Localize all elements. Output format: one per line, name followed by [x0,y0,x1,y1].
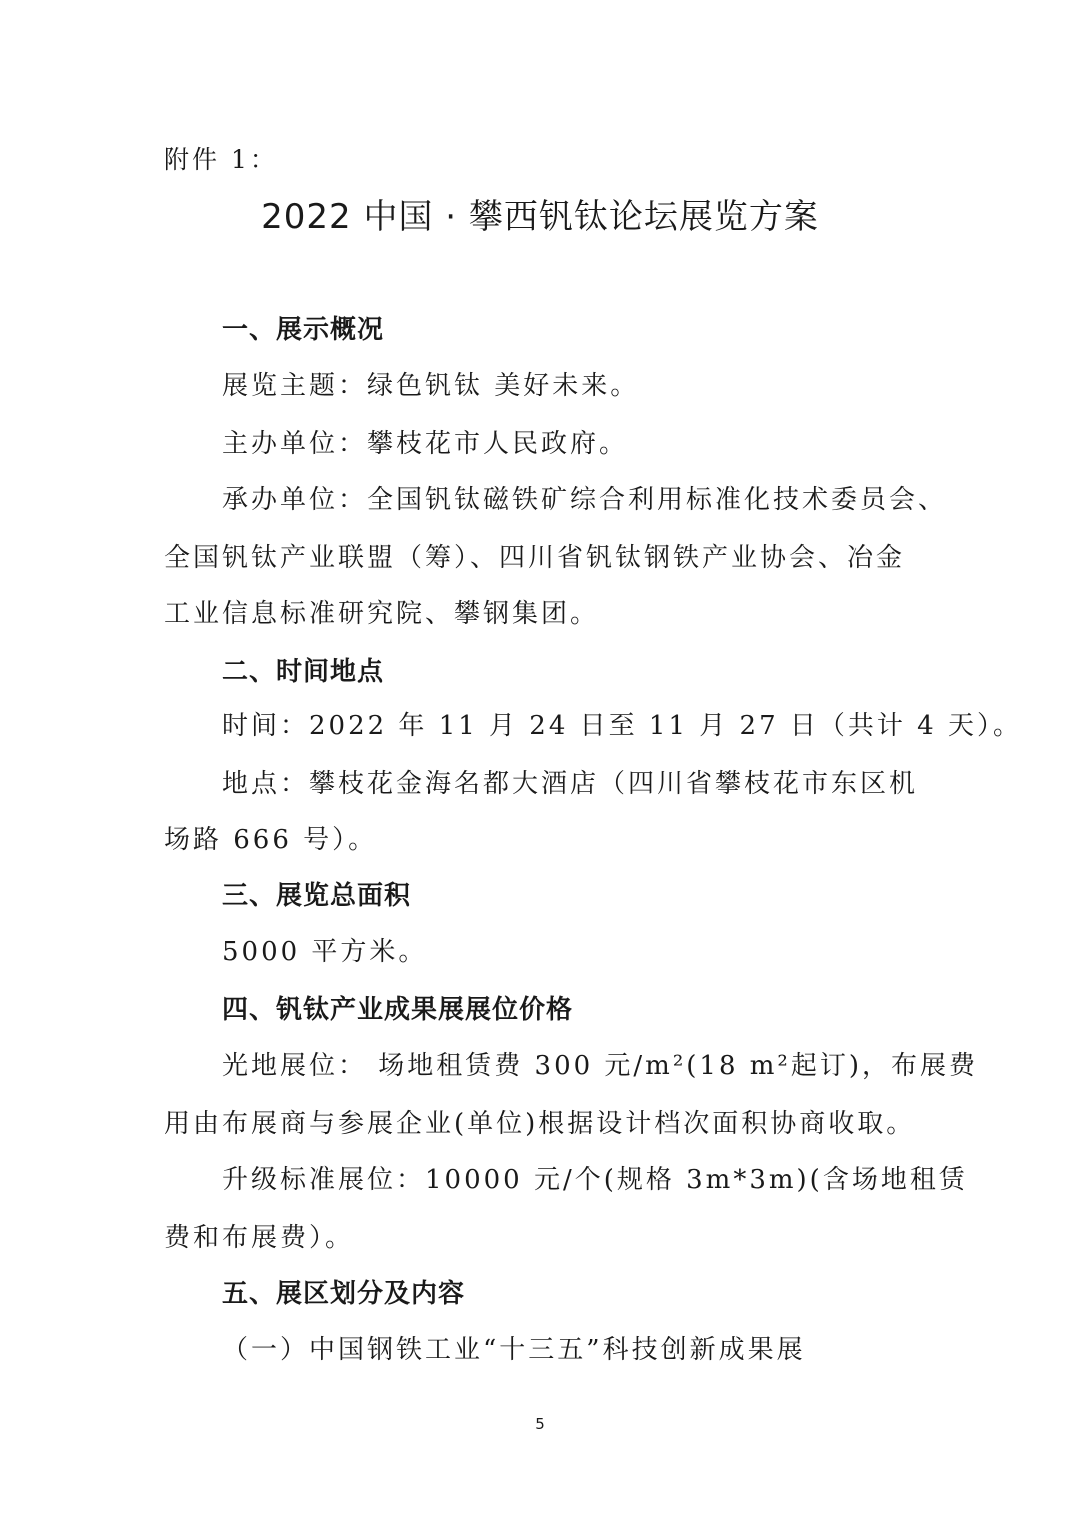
host-organizer: 主办单位：攀枝花市人民政府。 [222,429,629,459]
standard-booth-price-line-1: 升级标准展位：10000 元/个(规格 3m*3m)(含场地租赁 [222,1165,968,1195]
zone-item-1: （一）中国钢铁工业“十三五”科技创新成果展 [222,1335,806,1365]
event-time: 时间：2022 年 11 月 24 日至 11 月 27 日（共计 4 天）。 [222,711,1022,741]
section-heading-time-place: 二、时间地点 [222,657,385,687]
co-organizer-line-1: 承办单位：全国钒钛磁铁矿综合利用标准化技术委员会、 [222,485,948,515]
section-heading-overview: 一、展示概况 [222,315,385,345]
event-location-line-1: 地点：攀枝花金海名都大酒店（四川省攀枝花市东区机 [222,769,919,799]
page-title: 2022 中国 · 攀西钒钛论坛展览方案 [261,197,819,237]
co-organizer-line-2: 全国钒钛产业联盟（筹）、四川省钒钛钢铁产业协会、冶金 [164,543,906,573]
exhibition-theme: 展览主题：绿色钒钛 美好未来。 [222,371,640,401]
raw-space-price-line-2: 用由布展商与参展企业(单位)根据设计档次面积协商收取。 [164,1109,916,1139]
section-heading-zones: 五、展区划分及内容 [222,1279,466,1309]
co-organizer-line-3: 工业信息标准研究院、攀钢集团。 [164,599,600,629]
standard-booth-price-line-2: 费和布展费）。 [164,1223,355,1253]
event-location-line-2: 场路 666 号）。 [164,825,378,855]
raw-space-price-line-1: 光地展位： 场地租赁费 300 元/m²(18 m²起订)，布展费 [222,1051,978,1081]
page-number: 5 [535,1415,545,1433]
section-heading-area: 三、展览总面积 [222,881,412,911]
exhibition-area: 5000 平方米。 [222,937,428,967]
attachment-label: 附件 1： [164,145,278,174]
section-heading-booth-price: 四、钒钛产业成果展展位价格 [222,995,574,1025]
